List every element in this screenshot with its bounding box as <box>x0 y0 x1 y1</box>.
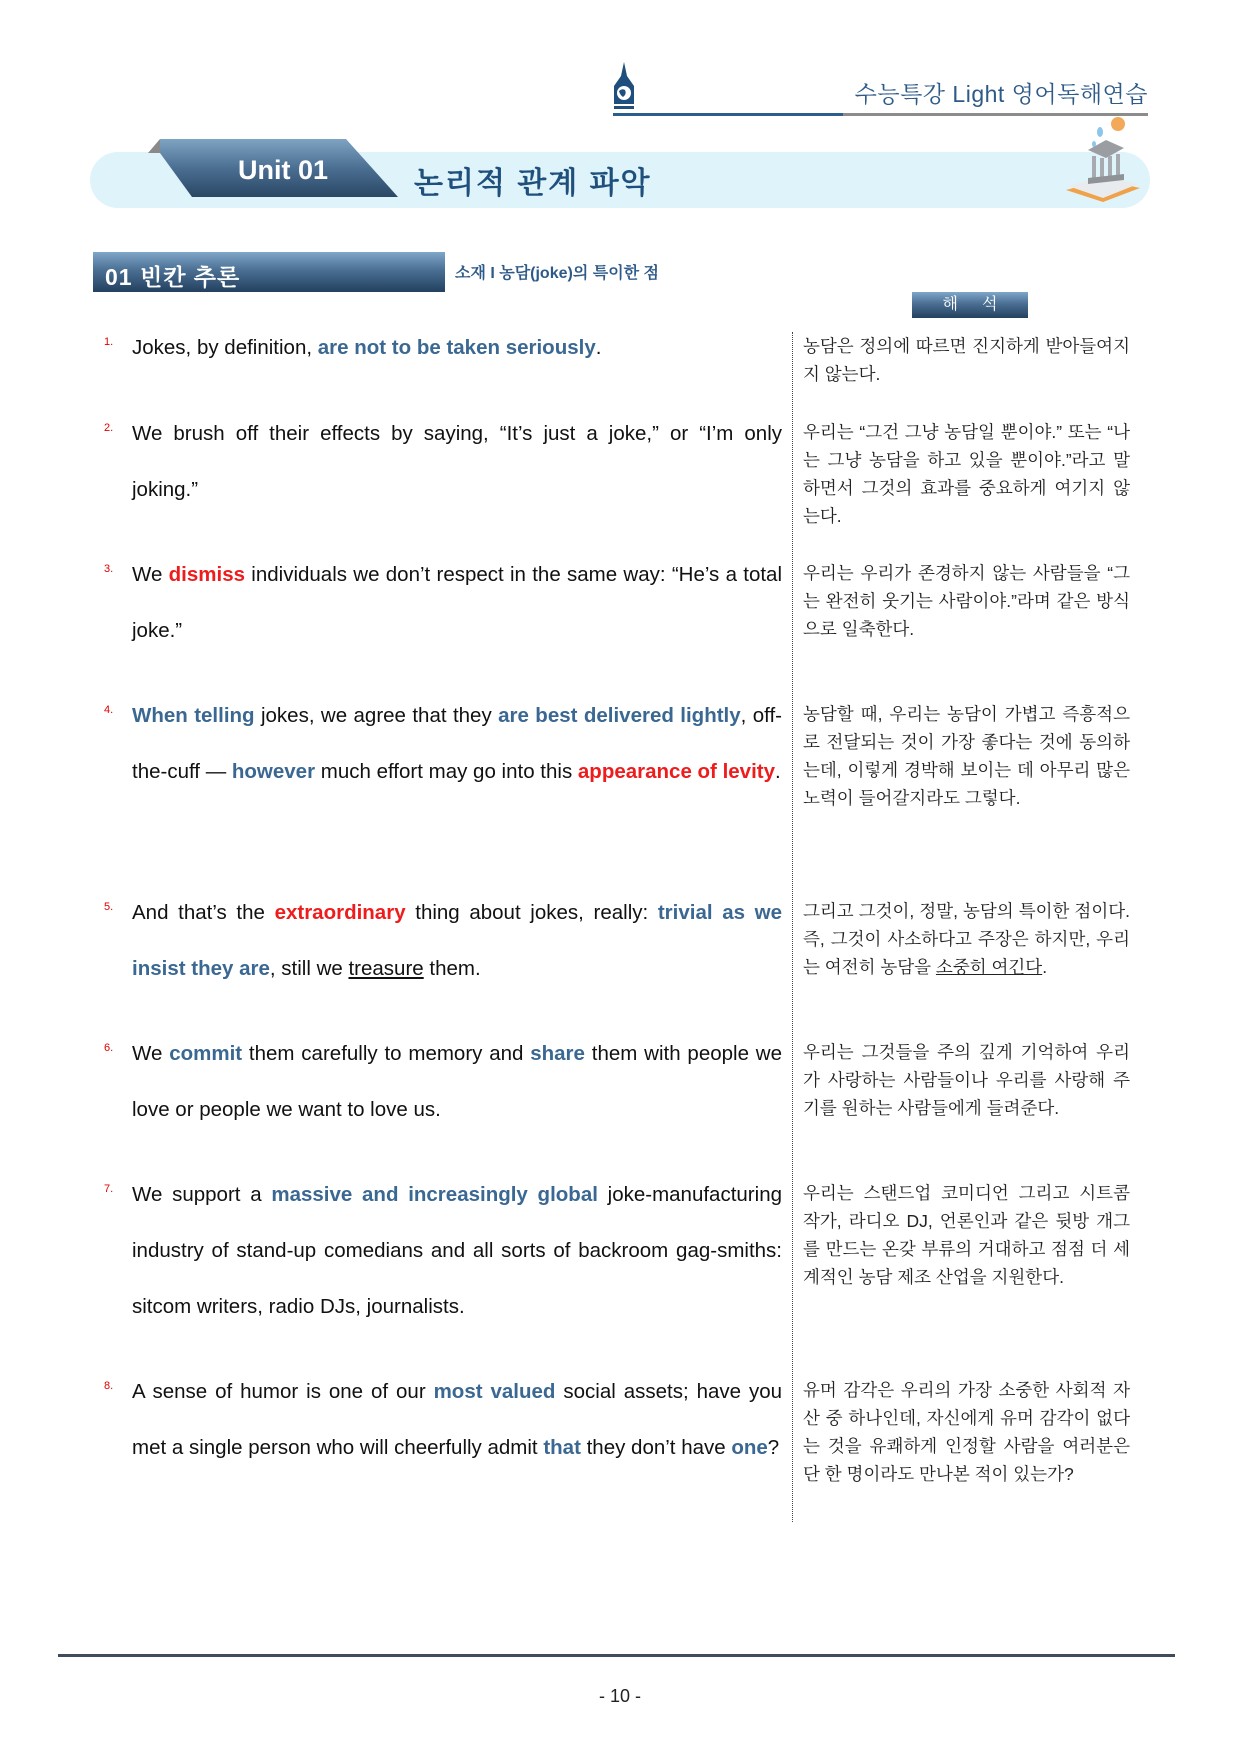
korean-translation <box>803 1038 1130 1122</box>
underlined-text: treasure <box>348 957 424 980</box>
highlight-blue: are not to be taken seriously <box>317 336 596 359</box>
topic-label: 소재 I 농담(joke)의 특이한 점 <box>455 265 660 282</box>
temple-on-book-icon <box>1058 110 1148 210</box>
text-run: 우리는 스탠드업 코미디언 그리고 시트콤 작가, 라디오 DJ, 언론인과 같은 뒷방 개그를 만드는 온갖 부류의 거대하고 점점 더 세계적인 농담 제조 산업을 지원한다. <box>803 1183 1130 1287</box>
highlight-blue: one <box>731 1436 768 1459</box>
text-run: 우리는 그것들을 주의 깊게 기억하여 우리가 사랑하는 사람들이나 우리를 사랑해 주기를 원하는 사람들에게 들려준다. <box>803 1042 1130 1118</box>
text-run: Jokes, by definition, <box>132 336 318 359</box>
korean-translation <box>803 1376 1130 1488</box>
text-run: much effort may go into this <box>315 760 578 783</box>
text-run: they don’t have <box>580 1436 732 1459</box>
sentence-number: 2. <box>104 422 114 434</box>
text-run: 유머 감각은 우리의 가장 소중한 사회적 자산 중 하나인데, 자신에게 유머 감각이 없다는 것을 유쾌하게 인정할 사람을 여러분은 단 한 명이라도 만나본 적이 있는가? <box>803 1380 1130 1484</box>
sentence-number: 4. <box>104 704 114 716</box>
sentence-number: 5. <box>104 901 114 913</box>
text-run: And that’s the <box>132 901 275 924</box>
english-sentence <box>132 1167 782 1335</box>
unit-title: 논리적 관계 파악 <box>414 167 652 200</box>
page-number: - 10 - <box>598 1686 641 1706</box>
highlight-blue: are best delivered lightly <box>498 704 741 727</box>
text-run: jokes, we agree that they <box>254 704 499 727</box>
text-run: 농담은 정의에 따르면 진지하게 받아들여지지 않는다. <box>803 336 1130 384</box>
highlight-blue: share <box>530 1042 585 1065</box>
sentence-number: 3. <box>104 563 114 575</box>
text-run: , still we <box>269 957 349 980</box>
highlight-blue: When telling <box>132 704 255 727</box>
text-run: individuals we don’t respect in the same way: “He’s a total joke.” <box>132 563 782 642</box>
underlined-text: 소중히 여긴다 <box>935 957 1043 977</box>
korean-translation <box>803 559 1130 643</box>
text-run: joke-manufacturing industry of stand-up comedians and all sorts of backroom gag-smiths: sitcom writers, radio DJs, journalists. <box>132 1183 782 1318</box>
text-run: , off-the-cuff — <box>132 704 783 783</box>
english-sentence <box>132 320 782 376</box>
sentence-number: 7. <box>104 1183 114 1195</box>
translation-tag: 해석 <box>912 292 1028 318</box>
text-run: . <box>595 336 602 359</box>
text-run: A sense of humor is one of our <box>132 1380 434 1403</box>
section-label: 01 빈칸 추론 <box>105 264 241 290</box>
highlight-red: dismiss <box>168 563 246 586</box>
header-rule <box>613 113 843 116</box>
korean-translation <box>803 1179 1130 1291</box>
highlight-blue: however <box>231 760 316 783</box>
highlight-blue: massive and increasingly global <box>271 1183 598 1206</box>
english-sentence <box>132 885 782 997</box>
english-sentence <box>132 1364 782 1476</box>
text-run: We brush off their effects by saying, “It’s just a joke,” or “I’m only joking.” <box>132 422 782 501</box>
text-run: them. <box>423 957 481 980</box>
text-run: We <box>132 1042 170 1065</box>
highlight-blue: most valued <box>433 1380 556 1403</box>
text-run: . <box>1042 957 1048 977</box>
unit-label: Unit 01 <box>237 155 329 185</box>
text-run: social assets; have you met a single person who will cheerfully admit <box>132 1380 782 1459</box>
footer-rule <box>58 1654 1175 1657</box>
sentence-number: 8. <box>104 1380 114 1392</box>
text-run: We <box>132 563 169 586</box>
text-run: them carefully to memory and <box>242 1042 531 1065</box>
text-run: . <box>775 760 781 783</box>
english-sentence <box>132 688 782 800</box>
column-divider <box>792 332 793 1522</box>
text-run: 농담할 때, 우리는 농담이 가볍고 즉흥적으로 전달되는 것이 가장 좋다는 것에 동의하는데, 이렇게 경박해 보이는 데 아무리 많은 노력이 들어갈지라도 그렇다. <box>803 704 1130 808</box>
highlight-blue: that <box>543 1436 581 1459</box>
text-run: 우리는 우리가 존경하지 않는 사람들을 “그는 완전히 웃기는 사람이야.”라며 같은 방식으로 일축한다. <box>803 563 1130 639</box>
text-run: ? <box>767 1436 780 1459</box>
section-header <box>93 252 445 292</box>
english-sentence <box>132 547 782 659</box>
sentence-number: 1. <box>104 336 114 348</box>
korean-translation <box>803 332 1130 388</box>
highlight-blue: commit <box>169 1042 243 1065</box>
text-run: We support a <box>132 1183 272 1206</box>
highlight-blue: trivial as we insist they are <box>132 901 783 980</box>
text-run: 그리고 그것이, 정말, 농담의 특이한 점이다. 즉, 그것이 사소하다고 주장은 하지만, 우리는 여전히 농담을 <box>803 901 1130 977</box>
book-title: 수능특강 Light 영어독해연습 <box>854 81 1148 107</box>
highlight-red: extraordinary <box>274 901 406 924</box>
pen-nib-globe-icon <box>608 62 640 112</box>
english-sentence <box>132 406 782 518</box>
korean-translation <box>803 700 1130 812</box>
text-run: thing about jokes, really: <box>405 901 658 924</box>
text-run: 우리는 “그건 그냥 농담일 뿐이야.” 또는 “나는 그냥 농담을 하고 있을 뿐이야.”라고 말하면서 그것의 효과를 중요하게 여기지 않는다. <box>803 422 1130 526</box>
sentence-number: 6. <box>104 1042 114 1054</box>
text-run: them with people we love or people we want to love us. <box>132 1042 783 1121</box>
korean-translation <box>803 418 1130 530</box>
korean-translation <box>803 897 1130 981</box>
highlight-red: appearance of levity <box>577 760 776 783</box>
english-sentence <box>132 1026 782 1138</box>
